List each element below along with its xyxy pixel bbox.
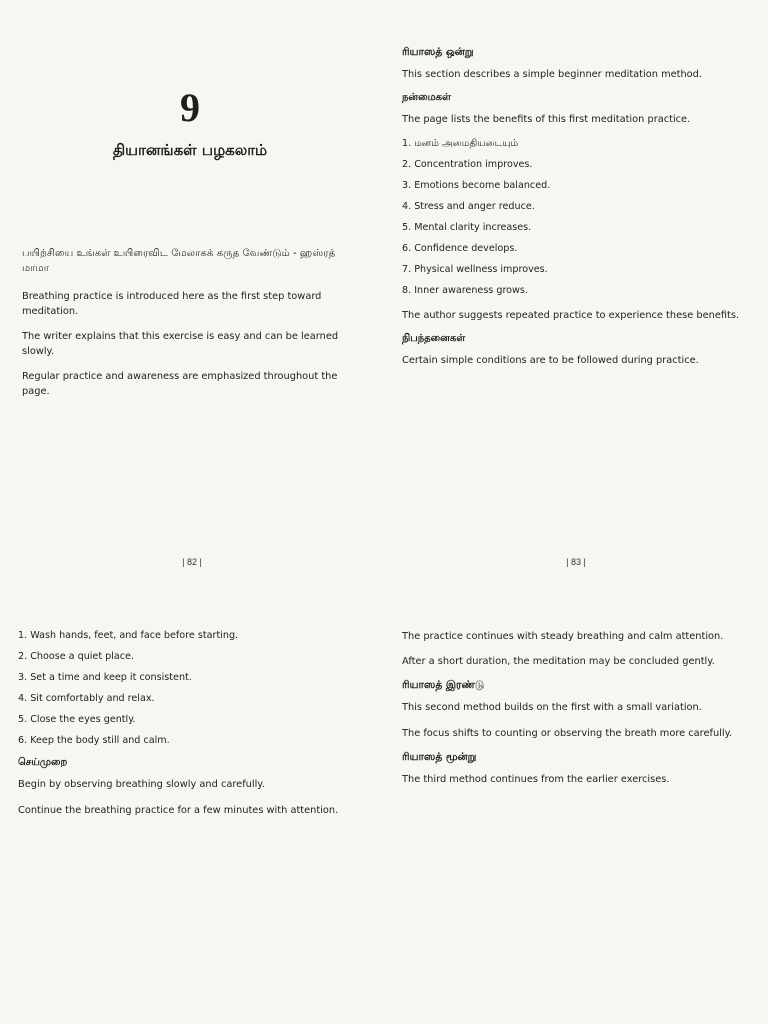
method-paragraph-2: Continue the breathing practice for a few minutes with attention. (18, 804, 339, 816)
instruction-item: 1. Wash hands, feet, and face before starting. (18, 630, 239, 641)
page-number-83: | 83 | (566, 557, 586, 567)
page-number-82: | 82 | (182, 557, 202, 567)
page-82-paragraph-1: Breathing practice is introduced here as the first step toward meditation. (22, 290, 322, 317)
benefit-item: 8. Inner awareness grows. (402, 284, 528, 296)
epigraph: பயிற்சியை உங்கள் உயிரைவிட மேலாகக் கருத வேண்டும் - ஹஸ்ரத் மாமா (22, 248, 336, 274)
page-83-intro: This section describes a simple beginner meditation method. (402, 69, 703, 80)
instruction-item: 3. Set a time and keep it consistent. (18, 671, 192, 683)
benefits-heading: நன்மைகள் (402, 92, 452, 104)
page-82-paragraph-3: Regular practice and awareness are emphasized throughout the page. (22, 371, 338, 398)
benefit-item: 5. Mental clarity increases. (402, 221, 532, 233)
page-84-like-right (384, 585, 768, 1024)
page-84-like-left (0, 585, 384, 1024)
page-82-paragraph-2: The writer explains that this exercise is easy and can be learned slowly. (22, 330, 339, 358)
right-paragraph-3: This second method builds on the first with a small variation. (402, 702, 702, 714)
benefit-item: 1. மனம் அமைதியடையும் (402, 138, 519, 150)
right-paragraph-5: The third method continues from the earlier exercises. (402, 773, 670, 785)
method-heading: செய்முறை (18, 757, 68, 769)
instructions-list (18, 629, 364, 747)
benefit-item: 3. Emotions become balanced. (402, 180, 551, 192)
benefit-item: 6. Confidence develops. (402, 242, 518, 254)
page-83-summary: The author suggests repeated practice to experience these benefits. (402, 309, 740, 321)
section-title-2: ரியாஸத் இரண்டு (402, 679, 485, 692)
conditions-heading: நிபந்தனைகள் (402, 332, 466, 344)
page-82 (0, 0, 384, 585)
instruction-item: 5. Close the eyes gently. (18, 713, 136, 725)
chapter-title: தியானங்கள் பழகலாம் (112, 141, 268, 159)
benefits-list (402, 137, 744, 297)
right-paragraph-4: The focus shifts to counting or observing the breath more carefully. (402, 727, 733, 739)
conditions-paragraph: Certain simple conditions are to be followed during practice. (402, 354, 699, 366)
benefit-item: 4. Stress and anger reduce. (402, 201, 535, 213)
page-83 (384, 0, 768, 585)
instruction-item: 2. Choose a quiet place. (18, 650, 135, 662)
method-paragraph-1: Begin by observing breathing slowly and carefully. (18, 779, 265, 791)
instruction-item: 4. Sit comfortably and relax. (18, 692, 155, 704)
benefit-item: 7. Physical wellness improves. (402, 263, 548, 275)
right-paragraph-2: After a short duration, the meditation may be concluded gently. (402, 656, 715, 668)
chapter-number: 9 (180, 85, 200, 130)
benefits-paragraph: The page lists the benefits of this first meditation practice. (402, 114, 691, 126)
section-title-3: ரியாஸத் மூன்று (402, 750, 477, 763)
section-title-1: ரியாஸத் ஒன்று (402, 46, 474, 58)
right-paragraph-1: The practice continues with steady breathing and calm attention. (402, 631, 724, 642)
instruction-item: 6. Keep the body still and calm. (18, 734, 170, 746)
benefit-item: 2. Concentration improves. (402, 159, 533, 171)
